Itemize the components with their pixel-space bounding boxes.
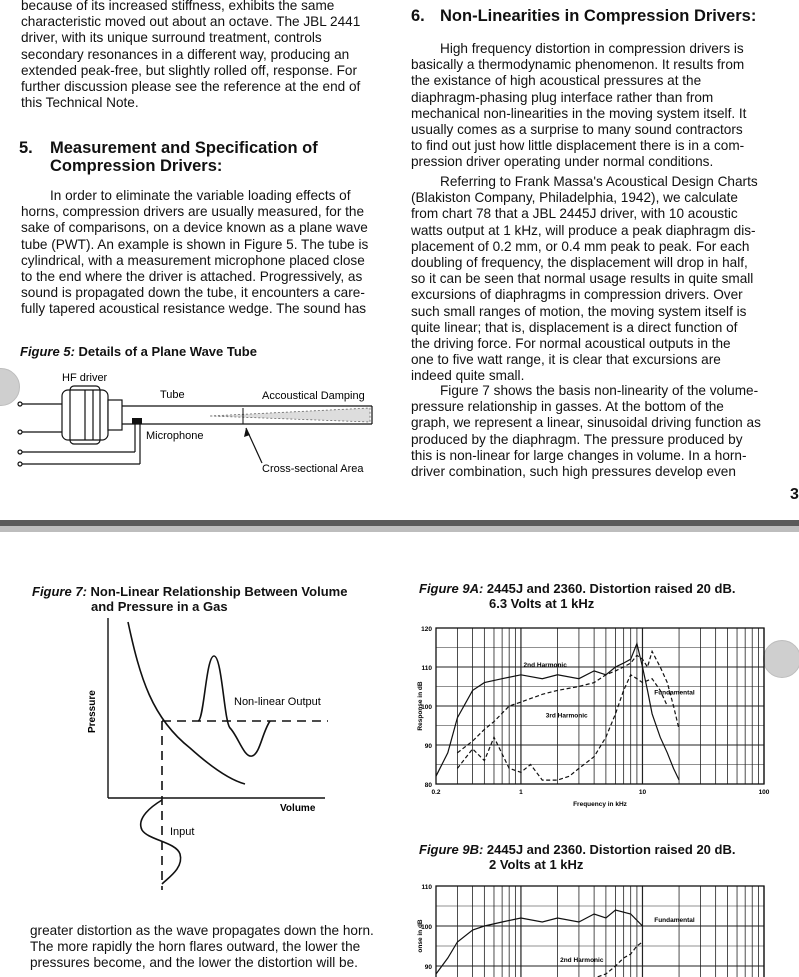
intro-line: driver, with its unique surround treatment, controls	[21, 30, 322, 46]
pressure-volume-curve	[128, 622, 245, 784]
label-volume: Volume	[280, 803, 316, 814]
para-line: excursions of diaphragms in compression drivers. Over	[411, 287, 743, 303]
para-line: Referring to Frank Massa's Acoustical Design Charts	[440, 174, 758, 189]
page-divider-shadow	[0, 526, 799, 532]
intro-line: this Technical Note.	[21, 95, 139, 111]
section6-title-text: Non-Linearities in Compression Drivers:	[440, 7, 757, 25]
para-line: driver combination, such high pressures develop even	[411, 464, 736, 480]
y-tick-label: 120	[421, 626, 432, 633]
para-line: graph, we represent a linear, sinusoidal driving function as	[411, 415, 761, 431]
page-number: 3	[790, 486, 799, 503]
para-line: so it can be seen that normal usage results in quite small	[411, 271, 754, 287]
para-line: tube (PWT). An example is shown in Figure 5. The tube is	[21, 236, 369, 252]
series-label: Fundamental	[654, 917, 695, 924]
para-line: pressures become, and the lower the distortion will be.	[30, 955, 358, 971]
label-cross-section: Cross-sectional Area	[262, 463, 364, 475]
para-line: horns, compression drivers are usually measured, for the	[21, 204, 365, 220]
para-line: basically a thermodynamic phenomenon. It results from	[411, 57, 745, 73]
y-axis-label: Response in dB	[417, 681, 424, 731]
figure7-diagram	[80, 618, 340, 893]
x-tick-label: 10	[638, 789, 647, 796]
figure7-caption	[32, 584, 347, 614]
figure7-caption-line2: and Pressure in a Gas	[91, 599, 228, 614]
para-line: cylindrical, with a measurement microphone placed close	[21, 252, 365, 268]
bottom-left-paragraph	[30, 923, 400, 972]
figure7-caption-prefix: Figure 7:	[32, 584, 87, 599]
figure9a-caption	[419, 581, 735, 611]
para-line: The more rapidly the horn flares outward, the lower the	[30, 939, 361, 955]
figure5-caption-prefix: Figure 5:	[20, 344, 75, 359]
para-line: the driving force. For normal acoustical outputs in the	[411, 336, 731, 352]
para-line: pression driver operating under normal conditions.	[411, 154, 714, 170]
y-tick-label: 100	[421, 704, 432, 711]
label-microphone: Microphone	[146, 430, 204, 442]
y-axis-label: onse in dB	[417, 919, 424, 953]
figure9b-caption-line2: 2 Volts at 1 kHz	[489, 857, 584, 872]
para-line: greater distortion as the wave propagates down the horn.	[30, 923, 374, 938]
para-line: such small ranges of motion, the moving system itself is	[411, 303, 747, 319]
figure9b-caption-prefix: Figure 9B:	[419, 842, 484, 857]
x-tick-label: 0.2	[431, 789, 441, 796]
y-tick-label: 100	[421, 924, 432, 931]
para-line: mechanical non-linearities in the moving system itself. It	[411, 105, 747, 121]
section5-heading	[19, 139, 318, 175]
para-line: one to five watt range, it is clear that excursions are	[411, 352, 721, 368]
figure9b-caption	[419, 842, 735, 872]
para-line: sound is propagated down the tube, it encounters a care-	[21, 285, 365, 301]
section6-paragraph1	[411, 41, 781, 171]
figure5-diagram	[0, 368, 380, 480]
section6-paragraph2	[411, 174, 781, 385]
para-line: to the end where the driver is attached. Progressively, as	[21, 269, 363, 285]
intro-line: secondary resonances in a different way, producing an	[21, 46, 350, 62]
section5-title-line2: Compression Drivers:	[50, 157, 223, 175]
label-input: Input	[170, 826, 195, 838]
para-line: fully tapered acoustical resistance wedge. The sound has	[21, 301, 367, 317]
section5-title-line1: Measurement and Specification of	[50, 139, 318, 157]
y-tick-label: 90	[424, 964, 432, 971]
para-line: from chart 78 that a JBL 2445J driver, with 10 acoustic	[411, 206, 738, 222]
label-nonlinear-output: Non-linear Output	[234, 696, 321, 708]
section6-paragraph3	[411, 383, 781, 480]
series-label: Fundamental	[654, 689, 695, 697]
series-label: 3rd Harmonic	[545, 712, 588, 720]
microphone	[132, 418, 142, 424]
para-line: Figure 7 shows the basis non-linearity of the volume-	[440, 383, 759, 398]
para-line: quite linear; that is, displacement is a direct function of	[411, 319, 738, 335]
para-line: (Blakiston Company, Philadelphia, 1942), we calculate	[411, 190, 738, 206]
hf-driver-body	[62, 386, 122, 444]
figure9b-caption-line1: Figure 9B: 2445J and 2360. Distortion raised 20 dB.	[419, 842, 736, 857]
intro-line: extended peak-free, but slightly rolled off, response. For	[21, 62, 358, 78]
para-line: to find out just how little displacement there is in a com-	[411, 138, 745, 154]
section5-paragraph	[21, 188, 381, 318]
figure5-caption-text: Details of a Plane Wave Tube	[74, 344, 257, 359]
section6-title	[411, 7, 756, 25]
intro-line: further discussion please see the reference at the end of	[21, 79, 361, 95]
damping-wedge	[210, 408, 370, 422]
label-hf-driver: HF driver	[62, 372, 108, 384]
y-tick-label: 80	[424, 782, 432, 789]
x-tick-label: 100	[758, 789, 770, 796]
x-tick-label: 1	[519, 789, 523, 796]
para-line: this is non-linear for large changes in volume. In a horn-	[411, 447, 747, 463]
section6-number: 6.	[411, 7, 425, 25]
x-axis-label: Frequency in kHz	[573, 801, 627, 808]
intro-line: characteristic moved out about an octave. The JBL 2441	[21, 14, 361, 30]
para-line: the existance of high acoustical pressures at the	[411, 73, 702, 89]
para-line: indeed quite small.	[411, 368, 525, 384]
label-tube: Tube	[160, 389, 185, 401]
y-tick-label: 90	[424, 743, 432, 750]
series-line	[436, 910, 643, 974]
para-line: pressure relationship in gasses. At the bottom of the	[411, 399, 724, 415]
series-label: 2nd Harmonic	[523, 662, 567, 669]
para-line: diaphragm-phasing plug interface rather than from	[411, 89, 714, 105]
figure7-caption-line1: Figure 7: Non-Linear Relationship Between Volume	[32, 584, 348, 599]
figure5-caption	[20, 344, 257, 359]
para-line: placement of 0.2 mm, or 0.4 mm peak to peak. For each	[411, 238, 750, 254]
para-line: High frequency distortion in compression drivers is	[440, 41, 744, 56]
section5-title	[19, 139, 318, 157]
section5-number: 5.	[19, 139, 33, 157]
para-line: doubling of frequency, the displacement will drop in half,	[411, 255, 748, 271]
input-sine-wave	[141, 800, 181, 884]
y-tick-label: 110	[421, 665, 432, 672]
para-line: sake of comparisons, on a device known as a plane wave	[21, 220, 368, 236]
label-damping: Accoustical Damping	[262, 390, 365, 402]
section6-heading	[411, 7, 756, 25]
para-line: usually comes as a surprise to many sound contractors	[411, 122, 743, 138]
figure9a-caption-prefix: Figure 9A:	[419, 581, 484, 596]
label-pressure: Pressure	[87, 690, 98, 733]
figure9a-caption-line2: 6.3 Volts at 1 kHz	[489, 596, 595, 611]
figure9a-caption-line1: Figure 9A: 2445J and 2360. Distortion raised 20 dB.	[419, 581, 736, 596]
para-line: produced by the diaphragm. The pressure produced by	[411, 431, 743, 447]
figure9b-chart	[414, 880, 772, 977]
intro-line: because of its increased stiffness, exhibits the same	[21, 0, 335, 13]
para-line: In order to eliminate the variable loading effects of	[50, 188, 351, 203]
para-line: watts output at 1 kHz, will produce a peak diaphragm dis-	[411, 222, 756, 238]
figure9a-chart	[414, 622, 772, 814]
y-tick-label: 110	[421, 884, 432, 891]
top-left-intro	[21, 0, 381, 111]
series-label: 2nd Harmonic	[560, 957, 604, 964]
